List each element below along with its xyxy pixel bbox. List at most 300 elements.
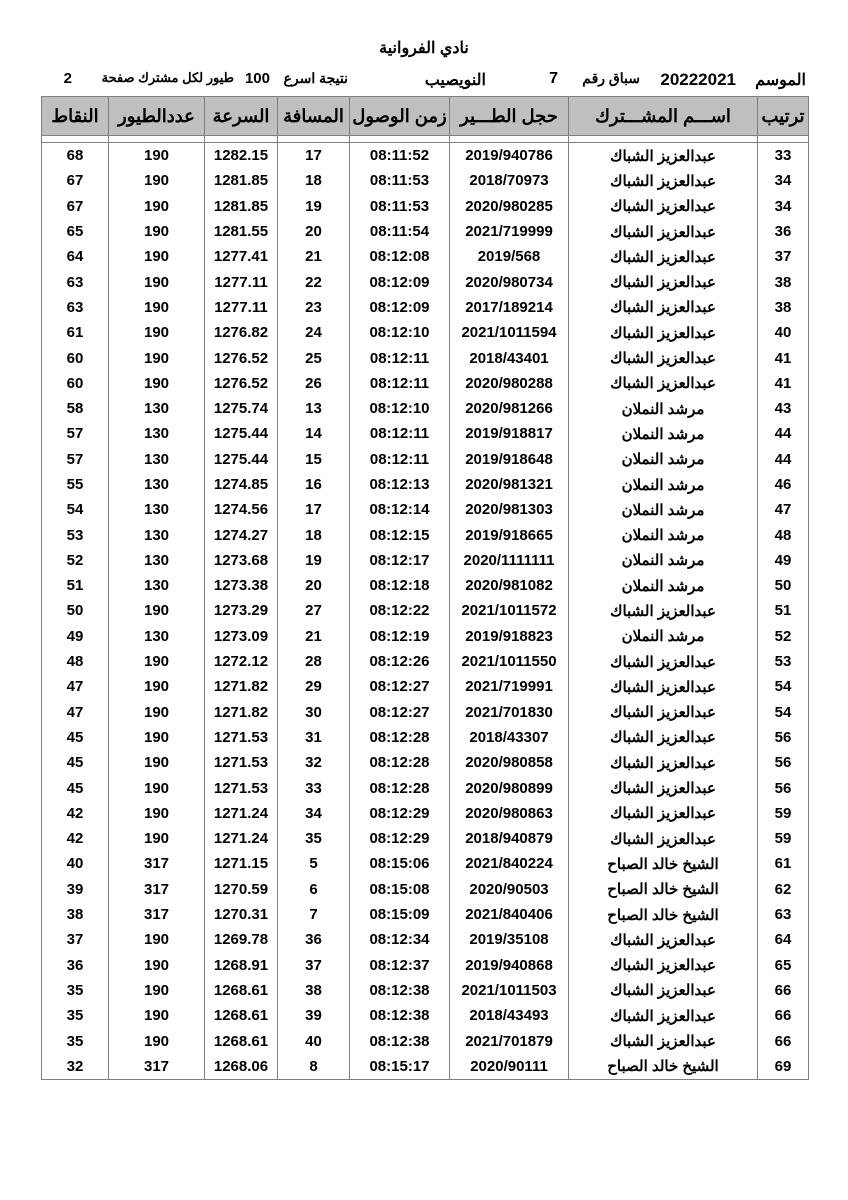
cell-ring: 2020/90111	[450, 1054, 569, 1080]
cell-birds: 190	[109, 168, 205, 193]
cell-birds: 190	[109, 194, 205, 219]
cell-birds: 130	[109, 548, 205, 573]
cell-points: 49	[42, 624, 109, 649]
cell-speed: 1271.15	[205, 851, 278, 876]
cell-points: 42	[42, 801, 109, 826]
cell-rank: 33	[758, 143, 809, 169]
season-label: الموسم	[755, 72, 806, 89]
cell-speed: 1268.61	[205, 978, 278, 1003]
cell-distance: 28	[278, 649, 350, 674]
cell-distance: 20	[278, 219, 350, 244]
cell-rank: 34	[758, 194, 809, 219]
cell-birds: 190	[109, 700, 205, 725]
cell-arrival: 08:12:09	[350, 269, 450, 294]
cell-points: 36	[42, 953, 109, 978]
cell-points: 51	[42, 573, 109, 598]
cell-points: 45	[42, 725, 109, 750]
cell-speed: 1276.82	[205, 320, 278, 345]
cell-rank: 59	[758, 801, 809, 826]
cell-rank: 37	[758, 244, 809, 269]
cell-points: 37	[42, 927, 109, 952]
cell-arrival: 08:11:53	[350, 168, 450, 193]
cell-birds: 190	[109, 801, 205, 826]
cell-name: مرشد النملان	[569, 447, 758, 472]
cell-speed: 1277.41	[205, 244, 278, 269]
cell-name: مرشد النملان	[569, 573, 758, 598]
table-row	[42, 219, 809, 244]
cell-rank: 36	[758, 219, 809, 244]
column-header-rank: ترتيب	[758, 97, 809, 136]
table-row	[42, 624, 809, 649]
cell-rank: 34	[758, 168, 809, 193]
cell-name: مرشد النملان	[569, 522, 758, 547]
table-row	[42, 447, 809, 472]
cell-name: عبدالعزيز الشباك	[569, 219, 758, 244]
cell-distance: 19	[278, 548, 350, 573]
cell-points: 39	[42, 877, 109, 902]
cell-speed: 1271.82	[205, 674, 278, 699]
cell-arrival: 08:12:38	[350, 978, 450, 1003]
cell-rank: 38	[758, 295, 809, 320]
cell-rank: 50	[758, 573, 809, 598]
column-header-arrival: زمن الوصول	[350, 97, 450, 136]
cell-name: عبدالعزيز الشباك	[569, 345, 758, 370]
cell-distance: 17	[278, 497, 350, 522]
cell-ring: 2019/568	[450, 244, 569, 269]
cell-ring: 2021/840406	[450, 902, 569, 927]
cell-birds: 130	[109, 497, 205, 522]
cell-rank: 56	[758, 725, 809, 750]
cell-distance: 19	[278, 194, 350, 219]
cell-speed: 1270.59	[205, 877, 278, 902]
cell-name: عبدالعزيز الشباك	[569, 953, 758, 978]
cell-ring: 2021/719991	[450, 674, 569, 699]
cell-ring: 2021/840224	[450, 851, 569, 876]
cell-distance: 13	[278, 396, 350, 421]
cell-speed: 1281.85	[205, 168, 278, 193]
cell-distance: 37	[278, 953, 350, 978]
cell-points: 54	[42, 497, 109, 522]
cell-ring: 2020/980288	[450, 371, 569, 396]
table-row	[42, 320, 809, 345]
cell-ring: 2020/980899	[450, 775, 569, 800]
cell-points: 45	[42, 750, 109, 775]
cell-speed: 1281.55	[205, 219, 278, 244]
column-header-name: اســـم المشـــترك	[569, 97, 758, 136]
cell-ring: 2021/1011503	[450, 978, 569, 1003]
cell-name: عبدالعزيز الشباك	[569, 244, 758, 269]
cell-distance: 36	[278, 927, 350, 952]
cell-arrival: 08:12:27	[350, 700, 450, 725]
cell-ring: 2020/90503	[450, 877, 569, 902]
cell-ring: 2021/719999	[450, 219, 569, 244]
table-row	[42, 700, 809, 725]
race-number-label: سباق رقم	[582, 70, 640, 86]
cell-distance: 8	[278, 1054, 350, 1080]
cell-ring: 2020/1111111	[450, 548, 569, 573]
cell-birds: 190	[109, 1003, 205, 1028]
cell-name: مرشد النملان	[569, 421, 758, 446]
cell-arrival: 08:12:10	[350, 320, 450, 345]
cell-birds: 190	[109, 750, 205, 775]
cell-arrival: 08:12:10	[350, 396, 450, 421]
cell-points: 47	[42, 700, 109, 725]
table-row	[42, 548, 809, 573]
cell-name: مرشد النملان	[569, 548, 758, 573]
cell-speed: 1277.11	[205, 269, 278, 294]
table-row	[42, 522, 809, 547]
cell-speed: 1275.44	[205, 447, 278, 472]
cell-name: عبدالعزيز الشباك	[569, 598, 758, 623]
cell-rank: 56	[758, 750, 809, 775]
cell-speed: 1268.61	[205, 1003, 278, 1028]
cell-name: عبدالعزيز الشباك	[569, 649, 758, 674]
table-row	[42, 421, 809, 446]
cell-birds: 130	[109, 522, 205, 547]
table-row	[42, 725, 809, 750]
table-row	[42, 1003, 809, 1028]
cell-name: مرشد النملان	[569, 396, 758, 421]
cell-ring: 2018/43401	[450, 345, 569, 370]
birds-per-member-label: طيور لكل مشترك صفحة	[101, 70, 234, 85]
cell-distance: 7	[278, 902, 350, 927]
cell-arrival: 08:12:19	[350, 624, 450, 649]
cell-ring: 2021/1011572	[450, 598, 569, 623]
column-header-points: النقاط	[42, 97, 109, 136]
cell-speed: 1273.68	[205, 548, 278, 573]
table-header-row	[42, 97, 809, 136]
cell-points: 50	[42, 598, 109, 623]
cell-speed: 1275.74	[205, 396, 278, 421]
cell-ring: 2020/981082	[450, 573, 569, 598]
cell-points: 48	[42, 649, 109, 674]
cell-points: 67	[42, 194, 109, 219]
cell-arrival: 08:12:11	[350, 371, 450, 396]
cell-rank: 52	[758, 624, 809, 649]
cell-birds: 130	[109, 396, 205, 421]
cell-arrival: 08:12:22	[350, 598, 450, 623]
cell-ring: 2018/940879	[450, 826, 569, 851]
cell-points: 35	[42, 1003, 109, 1028]
cell-arrival: 08:12:29	[350, 826, 450, 851]
cell-speed: 1268.61	[205, 1028, 278, 1053]
cell-birds: 190	[109, 320, 205, 345]
cell-birds: 130	[109, 421, 205, 446]
cell-rank: 41	[758, 345, 809, 370]
cell-arrival: 08:12:27	[350, 674, 450, 699]
cell-arrival: 08:12:09	[350, 295, 450, 320]
table-row	[42, 877, 809, 902]
cell-arrival: 08:12:18	[350, 573, 450, 598]
cell-birds: 190	[109, 674, 205, 699]
cell-points: 35	[42, 978, 109, 1003]
cell-speed: 1273.09	[205, 624, 278, 649]
cell-rank: 63	[758, 902, 809, 927]
cell-speed: 1271.53	[205, 725, 278, 750]
cell-points: 57	[42, 447, 109, 472]
cell-name: عبدالعزيز الشباك	[569, 1028, 758, 1053]
cell-points: 61	[42, 320, 109, 345]
table-row	[42, 573, 809, 598]
table-row	[42, 143, 809, 169]
cell-points: 45	[42, 775, 109, 800]
cell-points: 42	[42, 826, 109, 851]
cell-distance: 17	[278, 143, 350, 169]
table-row	[42, 269, 809, 294]
cell-speed: 1272.12	[205, 649, 278, 674]
cell-distance: 18	[278, 168, 350, 193]
cell-rank: 49	[758, 548, 809, 573]
column-header-distance: المسافة	[278, 97, 350, 136]
cell-ring: 2020/981303	[450, 497, 569, 522]
cell-name: عبدالعزيز الشباك	[569, 295, 758, 320]
table-row	[42, 194, 809, 219]
cell-birds: 190	[109, 953, 205, 978]
cell-arrival: 08:12:11	[350, 345, 450, 370]
cell-points: 58	[42, 396, 109, 421]
fastest-result-value: 100	[244, 70, 270, 87]
cell-arrival: 08:15:17	[350, 1054, 450, 1080]
column-header-birds: عددالطيور	[109, 97, 205, 136]
cell-points: 40	[42, 851, 109, 876]
cell-birds: 190	[109, 345, 205, 370]
cell-speed: 1276.52	[205, 371, 278, 396]
table-row	[42, 497, 809, 522]
cell-speed: 1271.53	[205, 750, 278, 775]
cell-ring: 2020/981266	[450, 396, 569, 421]
race-number-value: 7	[549, 70, 558, 87]
cell-speed: 1271.53	[205, 775, 278, 800]
cell-rank: 61	[758, 851, 809, 876]
cell-name: مرشد النملان	[569, 472, 758, 497]
cell-distance: 24	[278, 320, 350, 345]
cell-ring: 2019/918665	[450, 522, 569, 547]
cell-distance: 30	[278, 700, 350, 725]
cell-distance: 38	[278, 978, 350, 1003]
cell-rank: 48	[758, 522, 809, 547]
table-row	[42, 1028, 809, 1053]
table-row	[42, 1054, 809, 1080]
table-row	[42, 649, 809, 674]
cell-name: عبدالعزيز الشباك	[569, 269, 758, 294]
cell-speed: 1273.29	[205, 598, 278, 623]
cell-ring: 2019/940868	[450, 953, 569, 978]
cell-arrival: 08:11:54	[350, 219, 450, 244]
cell-arrival: 08:12:11	[350, 421, 450, 446]
table-row	[42, 801, 809, 826]
cell-ring: 2019/940786	[450, 143, 569, 169]
cell-name: عبدالعزيز الشباك	[569, 927, 758, 952]
cell-points: 53	[42, 522, 109, 547]
cell-arrival: 08:12:13	[350, 472, 450, 497]
cell-distance: 32	[278, 750, 350, 775]
cell-rank: 59	[758, 826, 809, 851]
cell-rank: 54	[758, 674, 809, 699]
table-row	[42, 396, 809, 421]
table-row	[42, 927, 809, 952]
cell-name: عبدالعزيز الشباك	[569, 168, 758, 193]
cell-speed: 1274.56	[205, 497, 278, 522]
cell-rank: 66	[758, 1028, 809, 1053]
table-row	[42, 750, 809, 775]
cell-distance: 40	[278, 1028, 350, 1053]
cell-rank: 43	[758, 396, 809, 421]
cell-ring: 2018/43307	[450, 725, 569, 750]
cell-points: 55	[42, 472, 109, 497]
cell-speed: 1281.85	[205, 194, 278, 219]
cell-distance: 35	[278, 826, 350, 851]
cell-distance: 25	[278, 345, 350, 370]
cell-speed: 1273.38	[205, 573, 278, 598]
cell-ring: 2020/980734	[450, 269, 569, 294]
cell-rank: 54	[758, 700, 809, 725]
table-row	[42, 953, 809, 978]
cell-ring: 2021/1011594	[450, 320, 569, 345]
cell-name: مرشد النملان	[569, 624, 758, 649]
cell-distance: 18	[278, 522, 350, 547]
cell-rank: 47	[758, 497, 809, 522]
cell-arrival: 08:12:26	[350, 649, 450, 674]
cell-name: الشيخ خالد الصباح	[569, 851, 758, 876]
cell-distance: 5	[278, 851, 350, 876]
cell-arrival: 08:12:34	[350, 927, 450, 952]
cell-distance: 26	[278, 371, 350, 396]
cell-ring: 2020/980285	[450, 194, 569, 219]
table-row	[42, 674, 809, 699]
cell-ring: 2021/1011550	[450, 649, 569, 674]
fastest-result-label: نتيجة اسرع	[283, 70, 348, 86]
cell-name: عبدالعزيز الشباك	[569, 775, 758, 800]
cell-rank: 65	[758, 953, 809, 978]
cell-name: عبدالعزيز الشباك	[569, 194, 758, 219]
cell-rank: 66	[758, 1003, 809, 1028]
table-row	[42, 826, 809, 851]
cell-rank: 40	[758, 320, 809, 345]
cell-name: عبدالعزيز الشباك	[569, 320, 758, 345]
cell-arrival: 08:12:11	[350, 447, 450, 472]
column-header-speed: السرعة	[205, 97, 278, 136]
cell-points: 47	[42, 674, 109, 699]
table-row	[42, 902, 809, 927]
table-row	[42, 472, 809, 497]
cell-ring: 2020/980863	[450, 801, 569, 826]
cell-distance: 31	[278, 725, 350, 750]
cell-distance: 23	[278, 295, 350, 320]
cell-name: الشيخ خالد الصباح	[569, 902, 758, 927]
cell-speed: 1271.24	[205, 801, 278, 826]
cell-arrival: 08:15:06	[350, 851, 450, 876]
column-header-ring: حجل الطـــير	[450, 97, 569, 136]
cell-arrival: 08:12:17	[350, 548, 450, 573]
cell-points: 60	[42, 371, 109, 396]
cell-distance: 22	[278, 269, 350, 294]
cell-points: 57	[42, 421, 109, 446]
cell-distance: 34	[278, 801, 350, 826]
cell-birds: 130	[109, 573, 205, 598]
cell-points: 67	[42, 168, 109, 193]
cell-rank: 53	[758, 649, 809, 674]
cell-distance: 39	[278, 1003, 350, 1028]
table-row	[42, 775, 809, 800]
cell-birds: 190	[109, 978, 205, 1003]
cell-arrival: 08:15:08	[350, 877, 450, 902]
cell-points: 68	[42, 143, 109, 169]
cell-rank: 64	[758, 927, 809, 952]
cell-birds: 317	[109, 1054, 205, 1080]
cell-distance: 33	[278, 775, 350, 800]
cell-birds: 317	[109, 902, 205, 927]
cell-speed: 1276.52	[205, 345, 278, 370]
cell-points: 32	[42, 1054, 109, 1080]
cell-name: عبدالعزيز الشباك	[569, 826, 758, 851]
cell-birds: 317	[109, 877, 205, 902]
cell-birds: 190	[109, 927, 205, 952]
cell-rank: 66	[758, 978, 809, 1003]
cell-speed: 1269.78	[205, 927, 278, 952]
cell-ring: 2019/35108	[450, 927, 569, 952]
cell-arrival: 08:12:28	[350, 725, 450, 750]
season-value: 20222021	[660, 70, 736, 89]
cell-speed: 1271.82	[205, 700, 278, 725]
table-row	[42, 851, 809, 876]
cell-arrival: 08:12:38	[350, 1003, 450, 1028]
cell-rank: 62	[758, 877, 809, 902]
cell-arrival: 08:12:37	[350, 953, 450, 978]
cell-arrival: 08:12:15	[350, 522, 450, 547]
cell-birds: 190	[109, 725, 205, 750]
cell-arrival: 08:15:09	[350, 902, 450, 927]
cell-speed: 1274.27	[205, 522, 278, 547]
cell-distance: 27	[278, 598, 350, 623]
cell-name: عبدالعزيز الشباك	[569, 725, 758, 750]
cell-birds: 190	[109, 649, 205, 674]
cell-distance: 16	[278, 472, 350, 497]
cell-ring: 2019/918648	[450, 447, 569, 472]
cell-name: عبدالعزيز الشباك	[569, 143, 758, 169]
cell-birds: 190	[109, 244, 205, 269]
cell-rank: 38	[758, 269, 809, 294]
cell-ring: 2019/918817	[450, 421, 569, 446]
cell-distance: 14	[278, 421, 350, 446]
table-row	[42, 244, 809, 269]
cell-points: 63	[42, 295, 109, 320]
cell-rank: 41	[758, 371, 809, 396]
cell-speed: 1268.06	[205, 1054, 278, 1080]
cell-birds: 130	[109, 624, 205, 649]
cell-ring: 2020/980858	[450, 750, 569, 775]
cell-name: عبدالعزيز الشباك	[569, 750, 758, 775]
cell-arrival: 08:12:14	[350, 497, 450, 522]
cell-rank: 46	[758, 472, 809, 497]
cell-birds: 190	[109, 219, 205, 244]
cell-ring: 2020/981321	[450, 472, 569, 497]
cell-arrival: 08:12:08	[350, 244, 450, 269]
cell-speed: 1271.24	[205, 826, 278, 851]
cell-points: 52	[42, 548, 109, 573]
cell-distance: 29	[278, 674, 350, 699]
cell-distance: 21	[278, 624, 350, 649]
table-row	[42, 168, 809, 193]
cell-speed: 1274.85	[205, 472, 278, 497]
cell-rank: 44	[758, 421, 809, 446]
cell-speed: 1282.15	[205, 143, 278, 169]
cell-birds: 190	[109, 598, 205, 623]
cell-ring: 2018/43493	[450, 1003, 569, 1028]
table-row	[42, 371, 809, 396]
cell-arrival: 08:11:53	[350, 194, 450, 219]
cell-distance: 20	[278, 573, 350, 598]
cell-arrival: 08:12:29	[350, 801, 450, 826]
